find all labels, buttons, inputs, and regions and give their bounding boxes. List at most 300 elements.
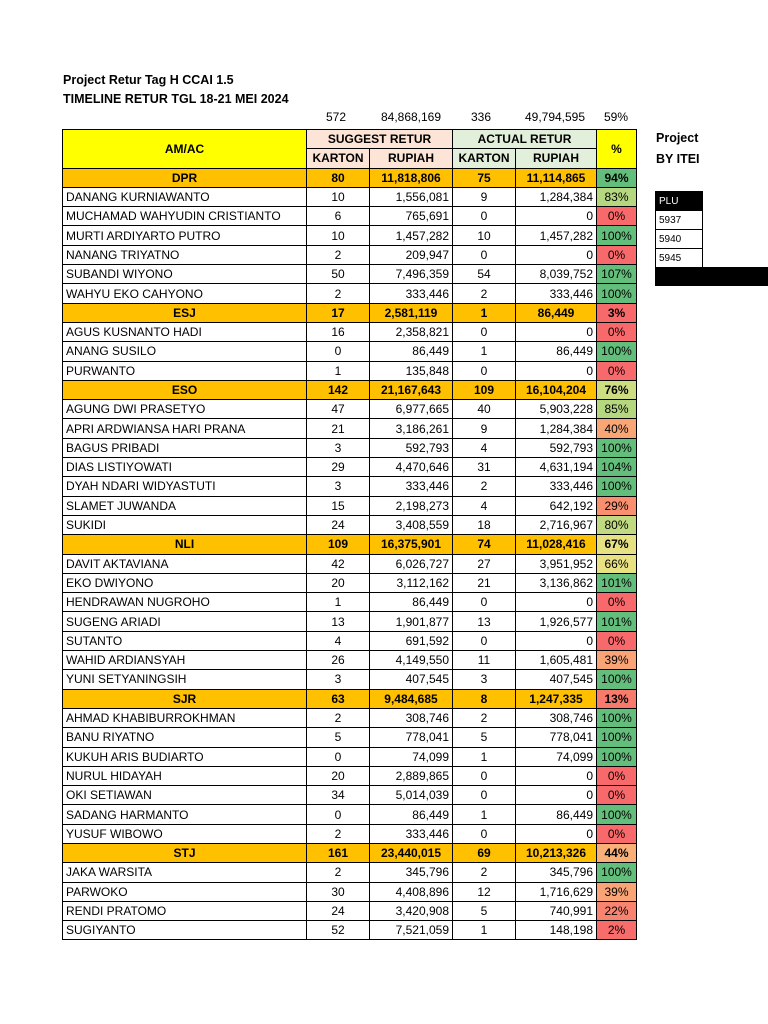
actual-karton-cell: 2	[453, 863, 516, 882]
total-actual-rupiah: 49,794,595	[524, 110, 586, 124]
actual-karton-cell: 21	[453, 573, 516, 592]
suggest-karton-cell: 2	[307, 284, 370, 303]
actual-rupiah-cell: 0	[516, 322, 597, 341]
suggest-rupiah-cell: 3,408,559	[370, 515, 453, 534]
actual-rupiah-cell: 0	[516, 786, 597, 805]
actual-rupiah-cell: 86,449	[516, 805, 597, 824]
suggest-karton-cell: 52	[307, 921, 370, 940]
actual-karton-cell: 5	[453, 728, 516, 747]
actual-rupiah-cell: 740,991	[516, 901, 597, 920]
table-row	[63, 708, 637, 727]
table-row	[63, 226, 637, 245]
suggest-karton-cell: 3	[307, 477, 370, 496]
pct-cell: 44%	[597, 843, 637, 862]
pct-cell: 29%	[597, 496, 637, 515]
table-row	[63, 824, 637, 843]
pct-cell: 94%	[597, 168, 637, 187]
pct-cell: 76%	[597, 380, 637, 399]
suggest-karton-cell: 3	[307, 438, 370, 457]
suggest-rupiah-cell: 5,014,039	[370, 786, 453, 805]
suggest-karton-cell: 2	[307, 245, 370, 264]
suggest-karton-cell: 2	[307, 863, 370, 882]
table-row	[63, 477, 637, 496]
actual-rupiah-cell: 1,284,384	[516, 187, 597, 206]
actual-karton-cell: 40	[453, 400, 516, 419]
actual-karton-cell: 0	[453, 593, 516, 612]
total-pct: 59%	[603, 110, 629, 124]
row-name: MUCHAMAD WAHYUDIN CRISTIANTO	[63, 207, 307, 226]
actual-rupiah-cell: 0	[516, 207, 597, 226]
table-row	[63, 515, 637, 534]
pct-cell: 2%	[597, 921, 637, 940]
actual-rupiah-cell: 1,716,629	[516, 882, 597, 901]
actual-karton-cell: 3	[453, 670, 516, 689]
row-name: SADANG HARMANTO	[63, 805, 307, 824]
table-row	[63, 419, 637, 438]
suggest-karton-cell: 2	[307, 708, 370, 727]
suggest-rupiah-cell: 4,408,896	[370, 882, 453, 901]
suggest-rupiah-cell: 3,112,162	[370, 573, 453, 592]
pct-cell: 100%	[597, 670, 637, 689]
suggest-karton-cell: 142	[307, 380, 370, 399]
suggest-karton-cell: 24	[307, 515, 370, 534]
suggest-karton-cell: 6	[307, 207, 370, 226]
actual-rupiah-cell: 1,284,384	[516, 419, 597, 438]
actual-rupiah-cell: 345,796	[516, 863, 597, 882]
actual-rupiah-cell: 333,446	[516, 477, 597, 496]
pct-cell: 80%	[597, 515, 637, 534]
side-by-item-label: BY ITEI	[656, 152, 700, 166]
row-name: SUTANTO	[63, 631, 307, 650]
suggest-karton-cell: 2	[307, 824, 370, 843]
table-row	[63, 921, 637, 940]
report-title: Project Retur Tag H CCAI 1.5	[63, 73, 234, 87]
row-name: AHMAD KHABIBURROKHMAN	[63, 708, 307, 727]
side-project-label: Project	[656, 131, 699, 145]
table-body	[63, 168, 637, 940]
table-row	[63, 670, 637, 689]
actual-rupiah-cell: 1,605,481	[516, 651, 597, 670]
suggest-karton-cell: 15	[307, 496, 370, 515]
actual-rupiah-cell: 11,114,865	[516, 168, 597, 187]
actual-rupiah-cell: 16,104,204	[516, 380, 597, 399]
actual-rupiah-cell: 10,213,326	[516, 843, 597, 862]
row-name: PURWANTO	[63, 361, 307, 380]
row-name: DANANG KURNIAWANTO	[63, 187, 307, 206]
actual-rupiah-cell: 0	[516, 766, 597, 785]
row-name: SUKIDI	[63, 515, 307, 534]
actual-rupiah-cell: 1,457,282	[516, 226, 597, 245]
report-subtitle: TIMELINE RETUR TGL 18-21 MEI 2024	[63, 92, 289, 106]
actual-rupiah-cell: 308,746	[516, 708, 597, 727]
pct-cell: 0%	[597, 766, 637, 785]
table-row	[63, 554, 637, 573]
pct-cell: 107%	[597, 265, 637, 284]
actual-karton-cell: 1	[453, 921, 516, 940]
pct-cell: 0%	[597, 245, 637, 264]
actual-rupiah-cell: 592,793	[516, 438, 597, 457]
actual-rupiah-cell: 0	[516, 245, 597, 264]
table-row	[63, 805, 637, 824]
header-actual-retur: ACTUAL RETUR	[453, 130, 597, 149]
actual-karton-cell: 0	[453, 766, 516, 785]
actual-rupiah-cell: 5,903,228	[516, 400, 597, 419]
pct-cell: 0%	[597, 786, 637, 805]
table-row	[63, 728, 637, 747]
actual-karton-cell: 0	[453, 631, 516, 650]
actual-rupiah-cell: 407,545	[516, 670, 597, 689]
suggest-karton-cell: 4	[307, 631, 370, 650]
header-suggest-retur: SUGGEST RETUR	[307, 130, 453, 149]
actual-karton-cell: 8	[453, 689, 516, 708]
suggest-rupiah-cell: 3,186,261	[370, 419, 453, 438]
actual-rupiah-cell: 1,247,335	[516, 689, 597, 708]
row-name: JAKA WARSITA	[63, 863, 307, 882]
header-amac: AM/AC	[63, 130, 307, 169]
total-suggest-karton: 572	[325, 110, 347, 124]
suggest-karton-cell: 34	[307, 786, 370, 805]
row-name: AGUS KUSNANTO HADI	[63, 322, 307, 341]
suggest-rupiah-cell: 23,440,015	[370, 843, 453, 862]
pct-cell: 100%	[597, 728, 637, 747]
suggest-rupiah-cell: 2,198,273	[370, 496, 453, 515]
actual-karton-cell: 0	[453, 322, 516, 341]
table-row	[63, 322, 637, 341]
row-name: BAGUS PRIBADI	[63, 438, 307, 457]
suggest-karton-cell: 80	[307, 168, 370, 187]
suggest-karton-cell: 50	[307, 265, 370, 284]
pct-cell: 22%	[597, 901, 637, 920]
suggest-karton-cell: 161	[307, 843, 370, 862]
suggest-rupiah-cell: 308,746	[370, 708, 453, 727]
table-row	[63, 651, 637, 670]
row-name: SUGIYANTO	[63, 921, 307, 940]
header-actual-karton: KARTON	[453, 149, 516, 168]
suggest-rupiah-cell: 74,099	[370, 747, 453, 766]
total-suggest-rupiah: 84,868,169	[380, 110, 442, 124]
actual-karton-cell: 1	[453, 747, 516, 766]
actual-karton-cell: 2	[453, 284, 516, 303]
suggest-karton-cell: 47	[307, 400, 370, 419]
table-row	[63, 612, 637, 631]
group-row	[63, 843, 637, 862]
pct-cell: 104%	[597, 458, 637, 477]
actual-karton-cell: 11	[453, 651, 516, 670]
actual-rupiah-cell: 333,446	[516, 284, 597, 303]
actual-rupiah-cell: 642,192	[516, 496, 597, 515]
table-row	[63, 631, 637, 650]
row-name: NURUL HIDAYAH	[63, 766, 307, 785]
table-row	[63, 207, 637, 226]
row-name: ESJ	[63, 303, 307, 322]
actual-rupiah-cell: 0	[516, 593, 597, 612]
actual-rupiah-cell: 86,449	[516, 303, 597, 322]
actual-rupiah-cell: 3,136,862	[516, 573, 597, 592]
suggest-karton-cell: 63	[307, 689, 370, 708]
suggest-rupiah-cell: 7,521,059	[370, 921, 453, 940]
suggest-rupiah-cell: 21,167,643	[370, 380, 453, 399]
suggest-karton-cell: 26	[307, 651, 370, 670]
total-actual-karton: 336	[470, 110, 492, 124]
suggest-rupiah-cell: 691,592	[370, 631, 453, 650]
suggest-karton-cell: 16	[307, 322, 370, 341]
header-suggest-rupiah: RUPIAH	[370, 149, 453, 168]
actual-karton-cell: 9	[453, 187, 516, 206]
row-name: ESO	[63, 380, 307, 399]
table-row	[63, 593, 637, 612]
suggest-karton-cell: 0	[307, 805, 370, 824]
actual-karton-cell: 10	[453, 226, 516, 245]
row-name: SUBANDI WIYONO	[63, 265, 307, 284]
pct-cell: 0%	[597, 361, 637, 380]
pct-cell: 39%	[597, 651, 637, 670]
pct-cell: 13%	[597, 689, 637, 708]
table-row	[63, 438, 637, 457]
group-row	[63, 168, 637, 187]
actual-rupiah-cell: 0	[516, 631, 597, 650]
suggest-rupiah-cell: 86,449	[370, 805, 453, 824]
suggest-karton-cell: 109	[307, 535, 370, 554]
actual-karton-cell: 75	[453, 168, 516, 187]
row-name: DYAH NDARI WIDYASTUTI	[63, 477, 307, 496]
suggest-karton-cell: 21	[307, 419, 370, 438]
actual-karton-cell: 9	[453, 419, 516, 438]
table-row	[63, 496, 637, 515]
plu-value: 5945	[656, 249, 703, 268]
actual-karton-cell: 2	[453, 477, 516, 496]
pct-cell: 85%	[597, 400, 637, 419]
suggest-karton-cell: 0	[307, 342, 370, 361]
suggest-karton-cell: 1	[307, 593, 370, 612]
row-name: NANANG TRIYATNO	[63, 245, 307, 264]
suggest-karton-cell: 20	[307, 573, 370, 592]
table-row	[63, 245, 637, 264]
pct-cell: 100%	[597, 477, 637, 496]
suggest-rupiah-cell: 2,581,119	[370, 303, 453, 322]
row-name: NLI	[63, 535, 307, 554]
row-name: DPR	[63, 168, 307, 187]
suggest-rupiah-cell: 345,796	[370, 863, 453, 882]
row-name: PARWOKO	[63, 882, 307, 901]
actual-rupiah-cell: 4,631,194	[516, 458, 597, 477]
pct-cell: 100%	[597, 863, 637, 882]
actual-rupiah-cell: 0	[516, 361, 597, 380]
row-name: KUKUH ARIS BUDIARTO	[63, 747, 307, 766]
pct-cell: 0%	[597, 824, 637, 843]
header-pct: %	[597, 130, 637, 169]
table-row	[63, 342, 637, 361]
group-row	[63, 380, 637, 399]
actual-karton-cell: 54	[453, 265, 516, 284]
row-name: SJR	[63, 689, 307, 708]
actual-rupiah-cell: 148,198	[516, 921, 597, 940]
suggest-karton-cell: 0	[307, 747, 370, 766]
suggest-rupiah-cell: 6,026,727	[370, 554, 453, 573]
actual-karton-cell: 13	[453, 612, 516, 631]
pct-cell: 101%	[597, 612, 637, 631]
suggest-rupiah-cell: 4,149,550	[370, 651, 453, 670]
suggest-karton-cell: 3	[307, 670, 370, 689]
pct-cell: 0%	[597, 631, 637, 650]
actual-karton-cell: 0	[453, 245, 516, 264]
actual-karton-cell: 0	[453, 361, 516, 380]
table-row	[63, 400, 637, 419]
pct-cell: 0%	[597, 207, 637, 226]
suggest-rupiah-cell: 765,691	[370, 207, 453, 226]
row-name: STJ	[63, 843, 307, 862]
actual-karton-cell: 0	[453, 824, 516, 843]
table-row	[63, 882, 637, 901]
suggest-karton-cell: 20	[307, 766, 370, 785]
group-row	[63, 535, 637, 554]
actual-karton-cell: 31	[453, 458, 516, 477]
table-row	[63, 747, 637, 766]
suggest-rupiah-cell: 6,977,665	[370, 400, 453, 419]
suggest-karton-cell: 30	[307, 882, 370, 901]
row-name: ANANG SUSILO	[63, 342, 307, 361]
actual-rupiah-cell: 3,951,952	[516, 554, 597, 573]
suggest-karton-cell: 24	[307, 901, 370, 920]
suggest-rupiah-cell: 11,818,806	[370, 168, 453, 187]
group-row	[63, 689, 637, 708]
actual-rupiah-cell: 778,041	[516, 728, 597, 747]
suggest-karton-cell: 29	[307, 458, 370, 477]
actual-karton-cell: 4	[453, 496, 516, 515]
actual-karton-cell: 69	[453, 843, 516, 862]
actual-karton-cell: 1	[453, 342, 516, 361]
table-row	[63, 458, 637, 477]
table-row	[63, 766, 637, 785]
pct-cell: 0%	[597, 593, 637, 612]
pct-cell: 100%	[597, 342, 637, 361]
suggest-rupiah-cell: 333,446	[370, 477, 453, 496]
suggest-rupiah-cell: 2,358,821	[370, 322, 453, 341]
row-name: HENDRAWAN NUGROHO	[63, 593, 307, 612]
suggest-rupiah-cell: 135,848	[370, 361, 453, 380]
row-name: MURTI ARDIYARTO PUTRO	[63, 226, 307, 245]
suggest-rupiah-cell: 1,556,081	[370, 187, 453, 206]
suggest-rupiah-cell: 86,449	[370, 342, 453, 361]
suggest-rupiah-cell: 4,470,646	[370, 458, 453, 477]
actual-karton-cell: 18	[453, 515, 516, 534]
row-name: BANU RIYATNO	[63, 728, 307, 747]
actual-karton-cell: 0	[453, 207, 516, 226]
header-suggest-karton: KARTON	[307, 149, 370, 168]
actual-rupiah-cell: 8,039,752	[516, 265, 597, 284]
row-name: AGUNG DWI PRASETYO	[63, 400, 307, 419]
actual-rupiah-cell: 0	[516, 824, 597, 843]
pct-cell: 100%	[597, 226, 637, 245]
row-name: WAHYU EKO CAHYONO	[63, 284, 307, 303]
actual-karton-cell: 5	[453, 901, 516, 920]
actual-karton-cell: 12	[453, 882, 516, 901]
row-name: SLAMET JUWANDA	[63, 496, 307, 515]
suggest-rupiah-cell: 333,446	[370, 824, 453, 843]
pct-cell: 100%	[597, 805, 637, 824]
black-bar	[697, 267, 768, 286]
suggest-rupiah-cell: 1,901,877	[370, 612, 453, 631]
actual-karton-cell: 0	[453, 786, 516, 805]
suggest-rupiah-cell: 333,446	[370, 284, 453, 303]
pct-cell: 101%	[597, 573, 637, 592]
row-name: DIAS LISTIYOWATI	[63, 458, 307, 477]
suggest-karton-cell: 1	[307, 361, 370, 380]
pct-cell: 66%	[597, 554, 637, 573]
row-name: EKO DWIYONO	[63, 573, 307, 592]
suggest-rupiah-cell: 778,041	[370, 728, 453, 747]
suggest-karton-cell: 17	[307, 303, 370, 322]
table-row	[63, 265, 637, 284]
actual-karton-cell: 109	[453, 380, 516, 399]
plu-table	[655, 191, 703, 268]
pct-cell: 100%	[597, 747, 637, 766]
plu-header: PLU	[656, 192, 703, 211]
pct-cell: 39%	[597, 882, 637, 901]
black-bar-left	[655, 267, 697, 286]
suggest-rupiah-cell: 86,449	[370, 593, 453, 612]
pct-cell: 83%	[597, 187, 637, 206]
pct-cell: 0%	[597, 322, 637, 341]
suggest-rupiah-cell: 16,375,901	[370, 535, 453, 554]
suggest-rupiah-cell: 9,484,685	[370, 689, 453, 708]
suggest-karton-cell: 13	[307, 612, 370, 631]
row-name: OKI SETIAWAN	[63, 786, 307, 805]
suggest-rupiah-cell: 1,457,282	[370, 226, 453, 245]
pct-cell: 100%	[597, 284, 637, 303]
pct-cell: 40%	[597, 419, 637, 438]
plu-value: 5940	[656, 230, 703, 249]
retur-table	[62, 129, 637, 940]
actual-karton-cell: 1	[453, 805, 516, 824]
header-actual-rupiah: RUPIAH	[516, 149, 597, 168]
table-row	[63, 863, 637, 882]
suggest-rupiah-cell: 7,496,359	[370, 265, 453, 284]
table-row	[63, 901, 637, 920]
table-row	[63, 786, 637, 805]
pct-cell: 3%	[597, 303, 637, 322]
actual-rupiah-cell: 11,028,416	[516, 535, 597, 554]
suggest-rupiah-cell: 592,793	[370, 438, 453, 457]
table-row	[63, 361, 637, 380]
actual-rupiah-cell: 86,449	[516, 342, 597, 361]
row-name: APRI ARDWIANSA HARI PRANA	[63, 419, 307, 438]
actual-karton-cell: 27	[453, 554, 516, 573]
pct-cell: 67%	[597, 535, 637, 554]
row-name: RENDI PRATOMO	[63, 901, 307, 920]
row-name: YUSUF WIBOWO	[63, 824, 307, 843]
suggest-rupiah-cell: 407,545	[370, 670, 453, 689]
row-name: WAHID ARDIANSYAH	[63, 651, 307, 670]
suggest-karton-cell: 42	[307, 554, 370, 573]
actual-karton-cell: 4	[453, 438, 516, 457]
suggest-karton-cell: 5	[307, 728, 370, 747]
table-row	[63, 284, 637, 303]
actual-karton-cell: 74	[453, 535, 516, 554]
actual-karton-cell: 2	[453, 708, 516, 727]
suggest-rupiah-cell: 209,947	[370, 245, 453, 264]
pct-cell: 100%	[597, 438, 637, 457]
plu-value: 5937	[656, 211, 703, 230]
row-name: YUNI SETYANINGSIH	[63, 670, 307, 689]
group-row	[63, 303, 637, 322]
table-row	[63, 573, 637, 592]
suggest-rupiah-cell: 2,889,865	[370, 766, 453, 785]
actual-karton-cell: 1	[453, 303, 516, 322]
suggest-karton-cell: 10	[307, 226, 370, 245]
pct-cell: 100%	[597, 708, 637, 727]
actual-rupiah-cell: 1,926,577	[516, 612, 597, 631]
row-name: DAVIT AKTAVIANA	[63, 554, 307, 573]
